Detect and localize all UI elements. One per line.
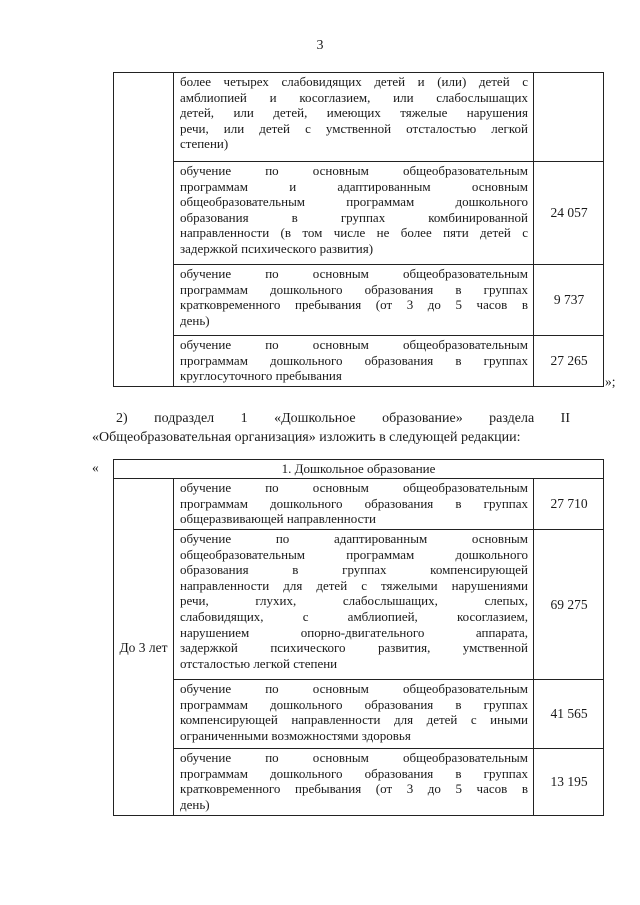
text-line: обучение по основным общеобразовательным [180, 750, 528, 765]
text-line: более четырех слабовидящих детей и (или) детей с [180, 74, 528, 89]
text-line: программам дошкольного образования в группах [180, 696, 528, 712]
text-line: программам дошкольного образования в группах [180, 281, 528, 297]
text-line: обучение по основным общеобразовательным [180, 681, 528, 696]
row-description [174, 479, 534, 530]
text-line: кратковременного пребывания (от 3 до 5 часов в [180, 781, 528, 797]
text-line: программам дошкольного образования в группах [180, 765, 528, 781]
row-value: 41 565 [534, 680, 604, 749]
text-line: нарушением опорно-двигательного аппарата, [180, 624, 528, 640]
amendment-paragraph-line1 [92, 409, 570, 428]
text-line: обучение по основным общеобразовательным [180, 163, 528, 178]
page-number: 3 [316, 38, 324, 53]
row-description [174, 530, 534, 680]
text-line: задержкой психического развития, умственной [180, 640, 528, 656]
text-line: задержкой психического развития) [180, 240, 374, 256]
text-line: слабовидящих, с амблиопией, косоглазием, [180, 608, 528, 624]
amendment-paragraph-line2: «Общеобразовательная организация» изложить в следующей редакции: [92, 430, 521, 445]
row-description [174, 336, 534, 387]
text-line: круглосуточного пребывания [180, 368, 342, 384]
text-line: программам дошкольного образования в группах [180, 495, 528, 511]
text-line: направленности (в том числе не более пяти детей с [180, 225, 528, 241]
table-row [114, 265, 604, 336]
text-line: общеразвивающей направленности [180, 511, 376, 527]
table-header-row [114, 460, 604, 479]
table1-first-column [114, 73, 174, 387]
row-description [174, 265, 534, 336]
text-line: направленности для детей с тяжелыми нарушениями [180, 577, 528, 593]
text-line: обучение по адаптированным основным [180, 531, 528, 546]
text-line: общеобразовательным программам дошкольного [180, 194, 528, 210]
text-line: кратковременного пребывания (от 3 до 5 часов в [180, 297, 528, 313]
text-line: обучение по основным общеобразовательным [180, 266, 528, 281]
row-value [534, 73, 604, 162]
table-row [114, 530, 604, 680]
row-value: 69 275 [534, 530, 604, 680]
row-value: 27 710 [534, 479, 604, 530]
table-row [114, 73, 604, 162]
text-line: речи, глухих, слабослышащих, слепых, [180, 593, 528, 609]
text-line: день) [180, 312, 210, 328]
row-description [174, 73, 534, 162]
row-description [174, 162, 534, 265]
row-value: 24 057 [534, 162, 604, 265]
row-value: 9 737 [534, 265, 604, 336]
text-line: речи, или детей с умственной отсталостью легкой [180, 120, 528, 136]
text-line: детей, или детей, имеющих тяжелые нарушения [180, 105, 528, 121]
text-line: амблиопией и косоглазием, или слабослышащих [180, 89, 528, 105]
row-value: 27 265 [534, 336, 604, 387]
text-line: обучение по основным общеобразовательным [180, 480, 528, 495]
age-group-cell: До 3 лет [114, 479, 174, 816]
row-description [174, 749, 534, 816]
row-description [174, 680, 534, 749]
table-row [114, 479, 604, 530]
text-line: компенсирующей направленности для детей с иными [180, 712, 528, 728]
text-line: программам дошкольного образования в группах [180, 352, 528, 368]
row-value: 13 195 [534, 749, 604, 816]
opening-quote: « [92, 460, 99, 475]
table-row [114, 162, 604, 265]
closing-quote: »; [605, 374, 616, 389]
text-line: образования в группах компенсирующей [180, 562, 528, 578]
text-line: общеобразовательным программам дошкольного [180, 546, 528, 562]
table-row [114, 680, 604, 749]
text-line: 2) подраздел 1 «Дошкольное образование» раздела II [116, 411, 570, 426]
text-line: программам и адаптированным основным [180, 178, 528, 194]
table-preschool-education [113, 459, 604, 816]
table-row [114, 749, 604, 816]
section-header: 1. Дошкольное образование [114, 460, 604, 479]
text-line: отсталостью легкой степени [180, 655, 338, 671]
text-line: ограниченными возможностями здоровья [180, 727, 411, 743]
text-line: день) [180, 796, 210, 812]
text-line: обучение по основным общеобразовательным [180, 337, 528, 352]
table-row [114, 336, 604, 387]
text-line: образования в группах комбинированной [180, 209, 528, 225]
text-line: степени) [180, 136, 229, 152]
table-continuation [113, 72, 604, 387]
